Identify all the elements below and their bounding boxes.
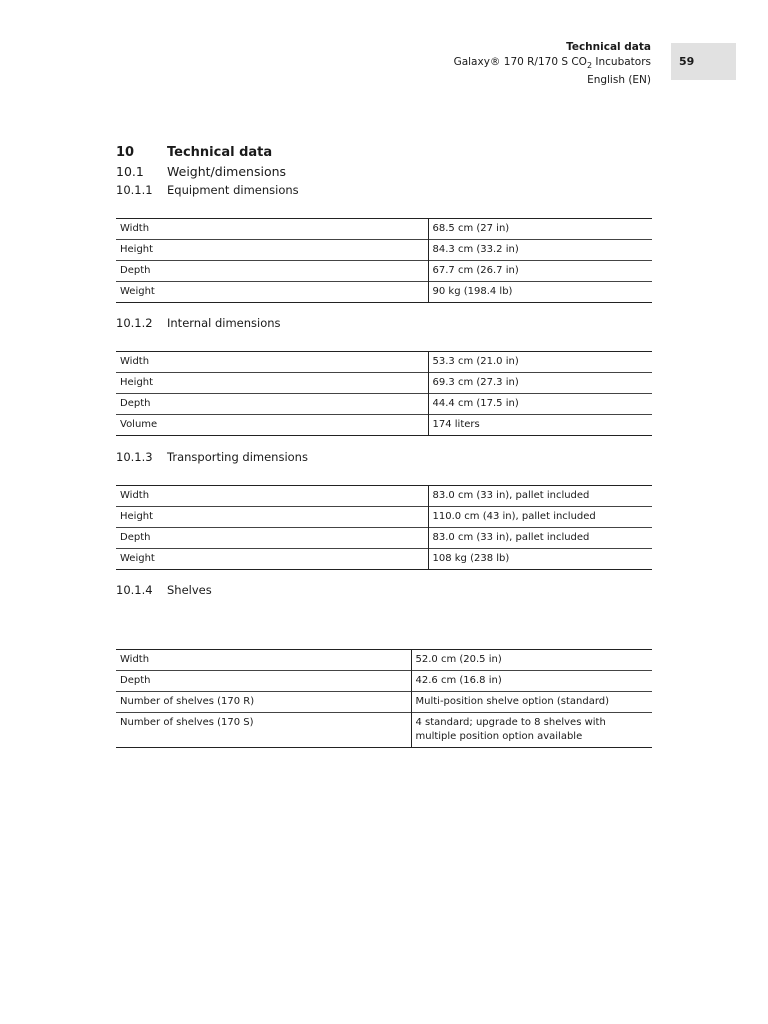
subsection-heading	[116, 164, 286, 179]
heading-title: Internal dimensions	[167, 316, 281, 330]
table-row	[116, 713, 652, 748]
row-value: 174 liters	[428, 415, 652, 436]
table-row	[116, 486, 652, 507]
row-value: 83.0 cm (33 in), pallet included	[428, 486, 652, 507]
row-value: 4 standard; upgrade to 8 shelves with multiple position option available	[411, 713, 652, 748]
table-row	[116, 671, 652, 692]
section-heading	[116, 145, 272, 160]
row-value: 84.3 cm (33.2 in)	[428, 240, 652, 261]
table-row	[116, 373, 652, 394]
row-value: 53.3 cm (21.0 in)	[428, 352, 652, 373]
registered-mark: ®	[489, 56, 501, 68]
table-row	[116, 219, 652, 240]
table-row	[116, 549, 652, 570]
transporting-dimensions-heading	[116, 450, 308, 464]
row-value: 83.0 cm (33 in), pallet included	[428, 528, 652, 549]
shelves-table	[116, 649, 652, 748]
equipment-dimensions-heading	[116, 183, 299, 197]
table-row	[116, 240, 652, 261]
section-title: Technical data	[167, 145, 273, 160]
table-row	[116, 650, 652, 671]
internal-dimensions-table	[116, 351, 652, 436]
row-label: Width	[120, 223, 150, 234]
heading-number: 10.1.4	[116, 583, 153, 597]
row-label: Height	[116, 507, 428, 528]
row-label: Width	[120, 654, 150, 665]
table-row	[116, 394, 652, 415]
row-value: 67.7 cm (26.7 in)	[428, 261, 652, 282]
page-number: 59	[671, 43, 736, 80]
row-label: Volume	[116, 415, 428, 436]
row-value: 52.0 cm (20.5 in)	[411, 650, 652, 671]
row-label: Width	[120, 356, 150, 367]
row-value: Multi-position shelve option (standard)	[411, 692, 652, 713]
header-product	[454, 55, 651, 73]
header-product-suffix: Incubators	[592, 56, 651, 68]
row-value: 108 kg (238 lb)	[428, 549, 652, 570]
row-label: Number of shelves (170 R)	[116, 692, 411, 713]
row-label: Weight	[116, 549, 428, 570]
header-product-subscript: 2	[586, 61, 593, 71]
header-product-main: 170 R/170 S CO	[500, 56, 587, 68]
row-label: Height	[116, 373, 428, 394]
row-label: Height	[116, 240, 428, 261]
transporting-dimensions-table	[116, 485, 652, 570]
equipment-dimensions-table	[116, 218, 652, 303]
table-row	[116, 282, 652, 303]
table-row	[116, 415, 652, 436]
table-row	[116, 352, 652, 373]
heading-title: Transporting dimensions	[167, 450, 308, 464]
row-label: Depth	[116, 261, 428, 282]
section-number: 10	[116, 145, 135, 160]
running-header	[454, 40, 651, 88]
row-label: Depth	[116, 671, 411, 692]
header-title: Technical data	[566, 41, 651, 53]
row-value: 90 kg (198.4 lb)	[428, 282, 652, 303]
row-label: Depth	[116, 394, 428, 415]
heading-number: 10.1.1	[116, 183, 153, 197]
row-label: Number of shelves (170 S)	[116, 713, 411, 748]
heading-number: 10.1.2	[116, 316, 153, 330]
row-value: 44.4 cm (17.5 in)	[428, 394, 652, 415]
header-language: English (EN)	[587, 74, 651, 87]
subsection-number: 10.1	[116, 164, 144, 179]
header-product-prefix: Galaxy	[453, 56, 490, 68]
row-value: 110.0 cm (43 in), pallet included	[428, 507, 652, 528]
row-value: 68.5 cm (27 in)	[428, 219, 652, 240]
row-value: 42.6 cm (16.8 in)	[411, 671, 652, 692]
table-row	[116, 528, 652, 549]
row-label: Depth	[116, 528, 428, 549]
heading-number: 10.1.3	[116, 450, 153, 464]
table-row	[116, 507, 652, 528]
table-row	[116, 261, 652, 282]
table-row	[116, 692, 652, 713]
heading-title: Equipment dimensions	[167, 183, 299, 197]
shelves-heading	[116, 583, 212, 597]
internal-dimensions-heading	[116, 316, 281, 330]
row-label: Width	[120, 490, 150, 501]
heading-title: Shelves	[167, 583, 212, 597]
row-label: Weight	[116, 282, 428, 303]
subsection-title: Weight/dimensions	[167, 164, 287, 179]
row-value: 69.3 cm (27.3 in)	[428, 373, 652, 394]
